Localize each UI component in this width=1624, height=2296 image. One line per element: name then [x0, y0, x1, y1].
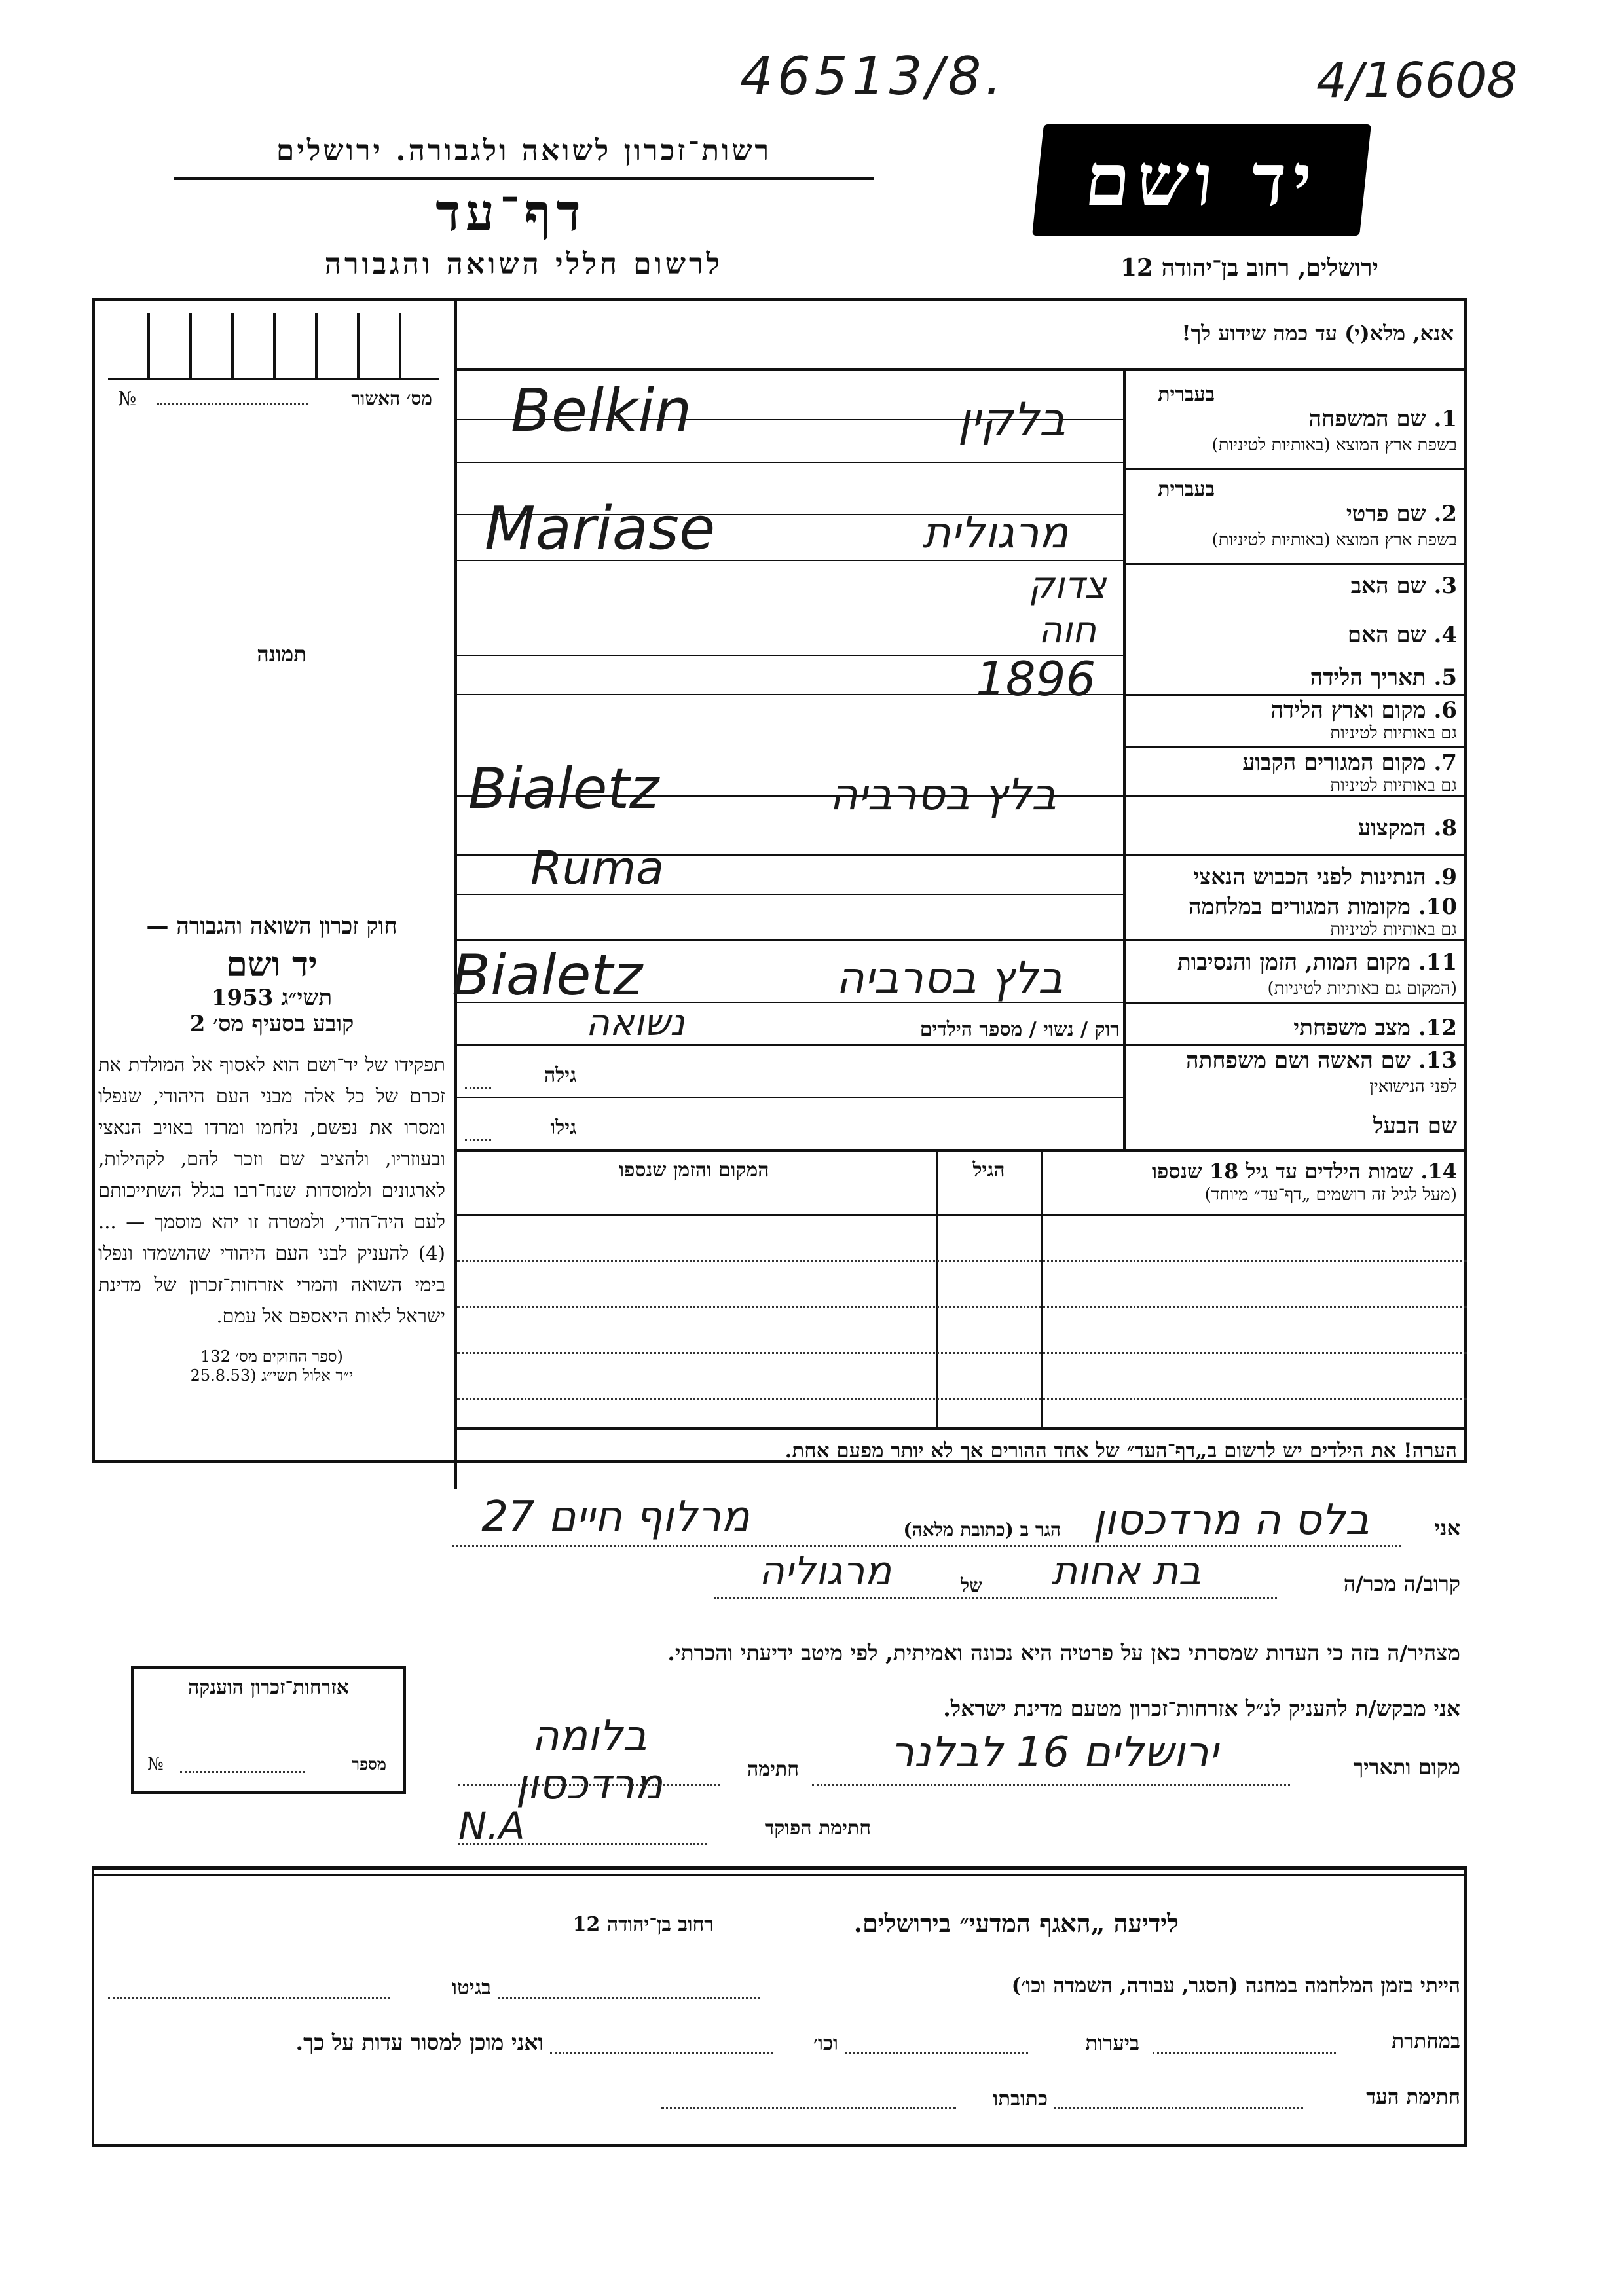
declarant-name: בלס ה מרדכסון: [1092, 1496, 1370, 1544]
bottom-dots-1b: [108, 1997, 390, 1999]
field-6-label: 6. מקום וארץ הלידה: [1270, 697, 1457, 723]
bottom-dots-2c: [550, 2052, 773, 2054]
officer-signature: N.A: [458, 1804, 525, 1848]
header-underline: [174, 177, 874, 180]
sep-1: [1126, 468, 1467, 470]
citizenship-box-no: №: [147, 1755, 164, 1774]
sep-10: [457, 1149, 1467, 1152]
birth-year: 1896: [976, 651, 1096, 706]
death-place-hebrew: בלץ בסרביה: [836, 953, 1063, 1003]
mother-name: חוה: [1038, 609, 1097, 651]
field-13-sub: לפני הנישואין: [1369, 1077, 1457, 1097]
officer-label: חתימת הפוקד: [764, 1817, 871, 1840]
form-title: דף־עד: [435, 183, 586, 243]
address-label: הגר ב (כתובת מלאה): [903, 1519, 1061, 1540]
archive-number: 46513/8.: [740, 46, 1006, 107]
bottom-line-2a: במחתרת: [1392, 2030, 1460, 2053]
field-11-sub: (המקום גם באותיות לטיניות): [1267, 979, 1457, 998]
field-11-label: 11. מקום המות, הזמן והנסיבות: [1177, 949, 1457, 975]
sep-3: [1126, 694, 1467, 696]
field-2-tag: בעברית: [1158, 478, 1215, 501]
field-1-tag: בעברית: [1158, 383, 1215, 406]
approval-dots: [157, 403, 308, 405]
field-12-inline: רוק / נשוי / מספר הילדים: [919, 1018, 1120, 1041]
field-8-label: 8. המקצוע: [1357, 815, 1457, 841]
bottom-line-1a: הייתי בזמן המלחמה במחנה (הסגר, עבודה, השמדה וכו׳): [1011, 1974, 1460, 1997]
record-number: 4/16608: [1316, 52, 1518, 109]
citizenship-box-line: [180, 1771, 304, 1773]
signature-value: בלומה מרדכסון: [515, 1712, 663, 1809]
label-column-divider: [1123, 370, 1126, 1149]
logo-text: יד ושם: [1080, 137, 1323, 222]
surname-hebrew: בלקין: [957, 393, 1066, 446]
field-1-label: 1. שם המשפחה: [1308, 406, 1457, 432]
yad-vashem-logo: [1032, 124, 1371, 236]
of-label: של: [961, 1575, 982, 1596]
children-sub: (מעל לגיל זה רושמים „דף־עד״ מיוחד): [1204, 1185, 1457, 1205]
children-row-2: [457, 1306, 1467, 1308]
bottom-line-2c: וכו׳: [813, 2032, 838, 2055]
children-row-3: [457, 1352, 1467, 1354]
institution-name: רשות־זכרון לשואה ולגבורה. ירושלים: [276, 134, 772, 168]
death-place-latin: Bialetz: [452, 943, 643, 1008]
intro-bottom-line: [457, 368, 1467, 371]
law-name: יד ושם: [226, 945, 318, 985]
field-13-age-dots: [465, 1087, 491, 1089]
officer-line: [458, 1843, 707, 1845]
bottom-line-2d: ואני מוכן למסור עדות על כך.: [295, 2030, 544, 2055]
surname-latin: Belkin: [511, 376, 692, 445]
declarant-ani: אני: [1434, 1516, 1460, 1540]
field-1-sub: בשפת ארץ המוצא (באותיות לטיניות): [1211, 435, 1457, 455]
declarant-line-1: [452, 1545, 1401, 1547]
field-5-label: 5. תאריך הלידה: [1310, 665, 1457, 691]
field-6-sub: גם באותיות לטיניות: [1330, 723, 1457, 743]
field-2-sub: בשפת ארץ המוצא (באותיות לטיניות): [1211, 530, 1457, 550]
sep-9: [1126, 1044, 1467, 1046]
law-text: תפקידו של יד־ושם הוא לאסוף אל המולדת את זכרם של כל אלה מבני העם היהודי, שנפלו ומסרו את נפשם, נלחמו ומרדו באויב הנאצי ובעוזריו, ולהציב שם וזכר להם, לקהילות, לארגונים ולמוסדות שנח־רבו בגלל השתייכותם לעם היה־הודי, ולמטרה זו יהא מוסמך — ...(4) להעניק לבני העם היהודי שהושמדו ונפלו בימי השואה והמרי אזרחות־זכרון של מדינת ישראל לאות היאספם אל עמם.: [98, 1053, 445, 1327]
given-name-hebrew: מרגולית: [922, 507, 1069, 558]
bottom-line-3b: כתובתו: [993, 2087, 1048, 2111]
field-9-label: 9. הנתינות לפני הכבוש הנאצי: [1193, 864, 1457, 890]
bottom-dots-1a: [498, 1997, 760, 1999]
sep-6: [1126, 854, 1467, 856]
field-10-label: 10. מקומות המגורים במלחמה: [1188, 894, 1457, 920]
field-12-label: 12. מצב משפחתי: [1293, 1015, 1457, 1041]
children-place-header: המקום והזמן שנספו: [619, 1159, 769, 1182]
field-3-label: 3. שם האב: [1350, 573, 1457, 599]
sep-2: [1126, 563, 1467, 565]
given-name-latin: Mariase: [485, 494, 716, 563]
bottom-dots-3b: [661, 2107, 956, 2109]
law-source-1: (ספר החוקים מס׳ 132: [200, 1347, 343, 1366]
marital-status: נשואה: [585, 1002, 685, 1044]
bottom-dots-3a: [1054, 2107, 1303, 2109]
children-row-4: [457, 1398, 1467, 1400]
declarant-address: מרלוף חיים 27: [481, 1493, 750, 1541]
signature-line: [458, 1784, 720, 1786]
request-text: אני מבקש/ת להעניק לנ״ל אזרחות־זכרון מטעם מדינת ישראל.: [943, 1696, 1460, 1721]
place-date-label: מקום ותאריך: [1353, 1755, 1460, 1779]
field-10-sub: גם באותיות לטיניות: [1330, 920, 1457, 939]
children-col-2: [936, 1152, 938, 1427]
photo-label: תמונה: [257, 642, 306, 666]
relation-value: בת אחות: [1051, 1548, 1202, 1594]
children-header-line: [457, 1214, 1467, 1216]
children-col-1: [1041, 1152, 1043, 1427]
bottom-title: לידיעה „האגף המדעי״ בירושלים.: [853, 1908, 1179, 1938]
intro-text: אנא, מלא(י) עד כמה שידוע לך!: [1181, 321, 1454, 346]
husband-name-label: שם הבעל: [1373, 1113, 1457, 1139]
field-7-label: 7. מקום המגורים הקבוע: [1242, 750, 1457, 776]
answer-line-10: [457, 939, 1123, 941]
bottom-line-1b: בגיטו: [452, 1976, 491, 1999]
citizenship-box-title: אזרחות־זכרון הוענקה: [187, 1676, 350, 1699]
field-13-label: 13. שם האשה ושם משפחתה: [1186, 1048, 1457, 1074]
place-date-line: [812, 1784, 1290, 1786]
declaration-text: מצהיר/ה בזה כי העדות שמסרתי כאן על פרטיה היא נכונה ואמיתית, לפי מיטב ידיעתי והכרתי.: [667, 1640, 1460, 1666]
answer-line-13: [457, 1097, 1123, 1098]
header-address: ירושלים, רחוב בן־יהודה 12: [1120, 254, 1378, 282]
approval-grid: [108, 313, 439, 380]
children-note: הערה! את הילדים יש לרשום ב„דף־העד״ של אחד ההורים אך לא יותר מפעם אחת.: [784, 1439, 1457, 1463]
of-value: מרגוליה: [758, 1548, 892, 1594]
form-subtitle: לרשום חללי השואה והגבורה: [324, 247, 724, 281]
bottom-dots-2a: [1153, 2052, 1336, 2054]
citizenship-box-no-label: מספר: [352, 1755, 386, 1774]
field-2-label: 2. שם פרטי: [1346, 501, 1457, 527]
husband-age-dots: [465, 1139, 491, 1141]
law-source-2: י״ד אלול תשי״ג (25.8.53: [190, 1366, 354, 1385]
sep-5: [1126, 795, 1467, 797]
place-date-value: ירושלים 16 לבלנר: [891, 1728, 1218, 1777]
law-year: תשי״ג 1953: [211, 985, 333, 1011]
answer-line-2: [457, 462, 1123, 463]
sep-8: [1126, 1002, 1467, 1004]
note-top-line: [457, 1427, 1467, 1430]
children-label: 14. שמות הילדים עד גיל 18 שנספו: [1151, 1159, 1457, 1184]
field-4-label: 4. שם האם: [1347, 622, 1457, 648]
residence-hebrew: בלץ בסרביה: [829, 769, 1057, 820]
signature-label: חתימה: [747, 1758, 799, 1781]
sep-7: [1126, 939, 1467, 941]
declarant-line-2: [714, 1597, 1277, 1599]
husband-age-label: גילו: [550, 1116, 576, 1139]
children-age-header: הגיל: [972, 1159, 1005, 1182]
bottom-line-2b: ביערות: [1085, 2032, 1139, 2055]
answer-line-12: [457, 1044, 1123, 1046]
father-name: צדוק: [1028, 564, 1107, 607]
law-excerpt: [98, 913, 445, 1385]
sep-4: [1126, 746, 1467, 748]
bottom-address: רחוב בן־יהודה 12: [572, 1913, 714, 1936]
law-clause: קובע בסעיף מס׳ 2: [189, 1011, 354, 1037]
field-7-sub: גם באותיות לטיניות: [1330, 776, 1457, 795]
relation-label: קרוב/ה מכר/ה: [1343, 1571, 1460, 1596]
field-13-age-label: גילה: [544, 1064, 576, 1087]
children-row-1: [457, 1260, 1467, 1262]
law-title: חוק זכרון השואה והגבורה —: [146, 913, 397, 939]
bottom-dots-2b: [845, 2052, 1028, 2054]
bottom-line-3a: חתימת העד: [1366, 2085, 1460, 2109]
residence-latin: Bialetz: [468, 756, 659, 822]
approval-number-mark: №: [118, 388, 137, 410]
occupation: Ruma: [530, 841, 665, 895]
approval-label: מס׳ האשור: [351, 388, 432, 409]
